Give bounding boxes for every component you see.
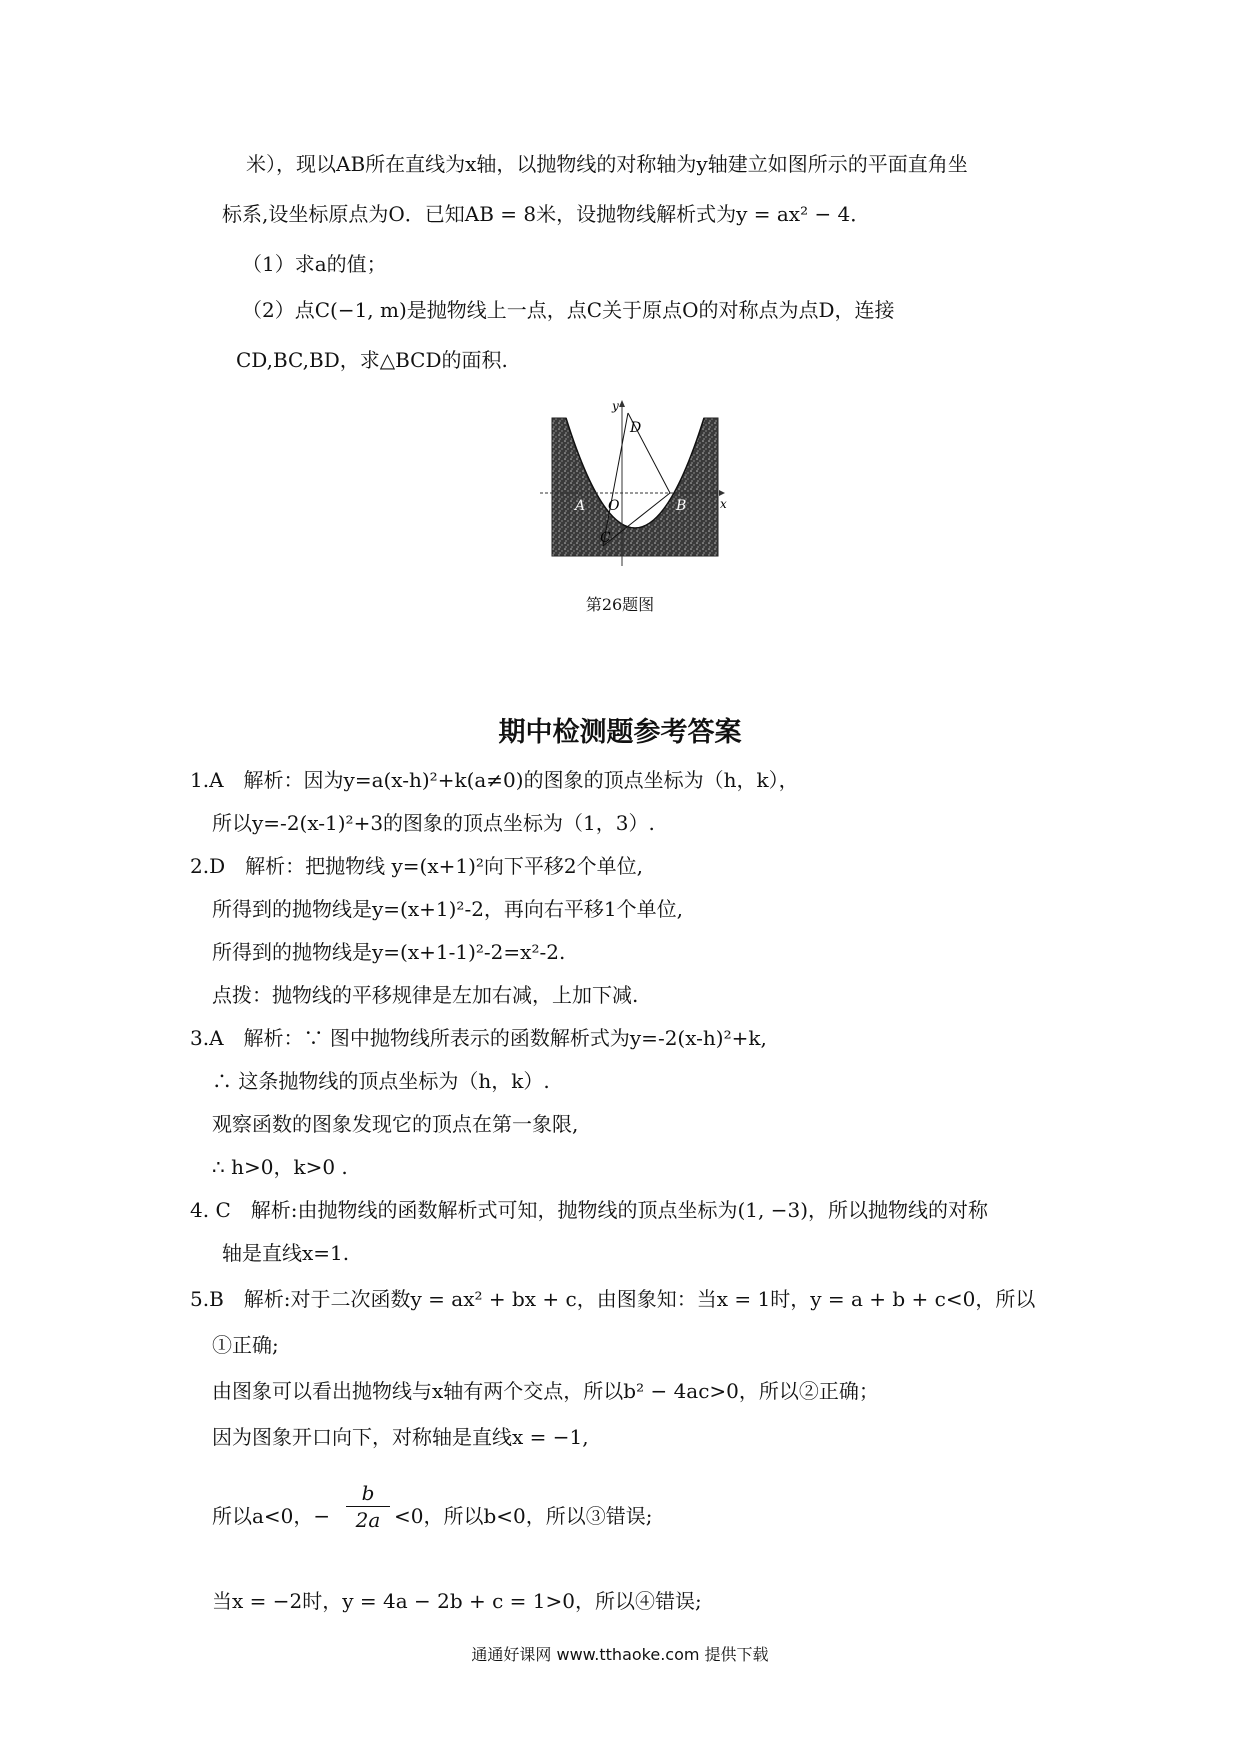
- problem-line-5: CD,BC,BD，求△BCD的面积.: [236, 348, 508, 372]
- answer-line-8: ∴ 这条抛物线的顶点坐标为（h，k）.: [212, 1069, 550, 1093]
- problem-line-3: （1）求a的值；: [242, 252, 387, 276]
- label-o: O: [608, 498, 620, 514]
- answer-line-13: 5.B 解析:对于二次函数y = ax² + bx + c，由图象知：当x = 1时，y = a + b + c<0，所以: [190, 1287, 1036, 1311]
- answer-line-18: 当x = −2时，y = 4a − 2b + c = 1>0，所以④错误;: [212, 1589, 702, 1613]
- answer-line-16: 因为图象开口向下，对称轴是直线x = −1,: [212, 1425, 589, 1449]
- answer-line-6: 点拨：抛物线的平移规律是左加右减，上加下减.: [212, 983, 639, 1007]
- answer-line-2: 所以y=-2(x-1)²+3的图象的顶点坐标为（1，3）.: [212, 811, 655, 835]
- problem-line-4: （2）点C(−1, m)是抛物线上一点，点C关于原点O的对称点为点D，连接: [242, 298, 895, 322]
- answer-line-11: 4. C 解析:由抛物线的函数解析式可知，抛物线的顶点坐标为(1, −3)，所以抛物线的对称: [190, 1198, 989, 1222]
- problem-line-2: 标系,设坐标原点为O．已知AB = 8米，设抛物线解析式为y = ax² − 4．: [222, 202, 871, 226]
- fraction-denominator: 2a: [346, 1506, 390, 1533]
- answer-line-12: 轴是直线x=1.: [222, 1241, 350, 1265]
- footer: 通通好课网 www.tthaoke.com 提供下载: [471, 1645, 769, 1664]
- label-b: B: [676, 498, 687, 514]
- y-axis-arrow: [619, 400, 625, 407]
- answer-line-5: 所得到的抛物线是y=(x+1-1)²-2=x²-2.: [212, 940, 566, 964]
- answer-line-9: 观察函数的图象发现它的顶点在第一象限,: [212, 1112, 579, 1136]
- fraction-numerator: b: [361, 1481, 375, 1505]
- figure-caption: 第26题图: [585, 595, 655, 614]
- x-axis-arrow: [719, 490, 725, 496]
- answer-line-17-suffix: <0，所以b<0，所以③错误;: [394, 1504, 653, 1528]
- shaded-ground: [552, 418, 718, 556]
- answer-line-4: 所得到的抛物线是y=(x+1)²-2，再向右平移1个单位,: [212, 897, 684, 921]
- answer-line-7: 3.A 解析：∵ 图中抛物线所表示的函数解析式为y=-2(x-h)²+k,: [190, 1026, 767, 1050]
- label-y: y: [612, 399, 619, 413]
- label-c: C: [600, 530, 611, 546]
- label-a: A: [575, 498, 586, 514]
- label-d: D: [630, 420, 642, 436]
- answers-title: 期中检测题参考答案: [498, 717, 742, 748]
- answer-line-10: ∴ h>0，k>0 .: [212, 1155, 348, 1179]
- problem-line-1: 米），现以AB所在直线为x轴，以抛物线的对称轴为y轴建立如图所示的平面直角坐: [246, 152, 968, 176]
- answer-line-17-prefix: 所以a<0，−: [212, 1504, 331, 1528]
- answer-line-1: 1.A 解析：因为y=a(x-h)²+k(a≠0)的图象的顶点坐标为（h，k），: [190, 768, 799, 792]
- parabola-figure: [540, 398, 730, 568]
- answer-line-14: ①正确;: [212, 1333, 279, 1357]
- answer-line-3: 2.D 解析：把抛物线 y=(x+1)²向下平移2个单位,: [190, 854, 643, 878]
- fraction: [346, 1480, 390, 1533]
- label-x: x: [720, 497, 727, 511]
- answer-line-15: 由图象可以看出抛物线与x轴有两个交点，所以b² − 4ac>0，所以②正确；: [212, 1379, 879, 1403]
